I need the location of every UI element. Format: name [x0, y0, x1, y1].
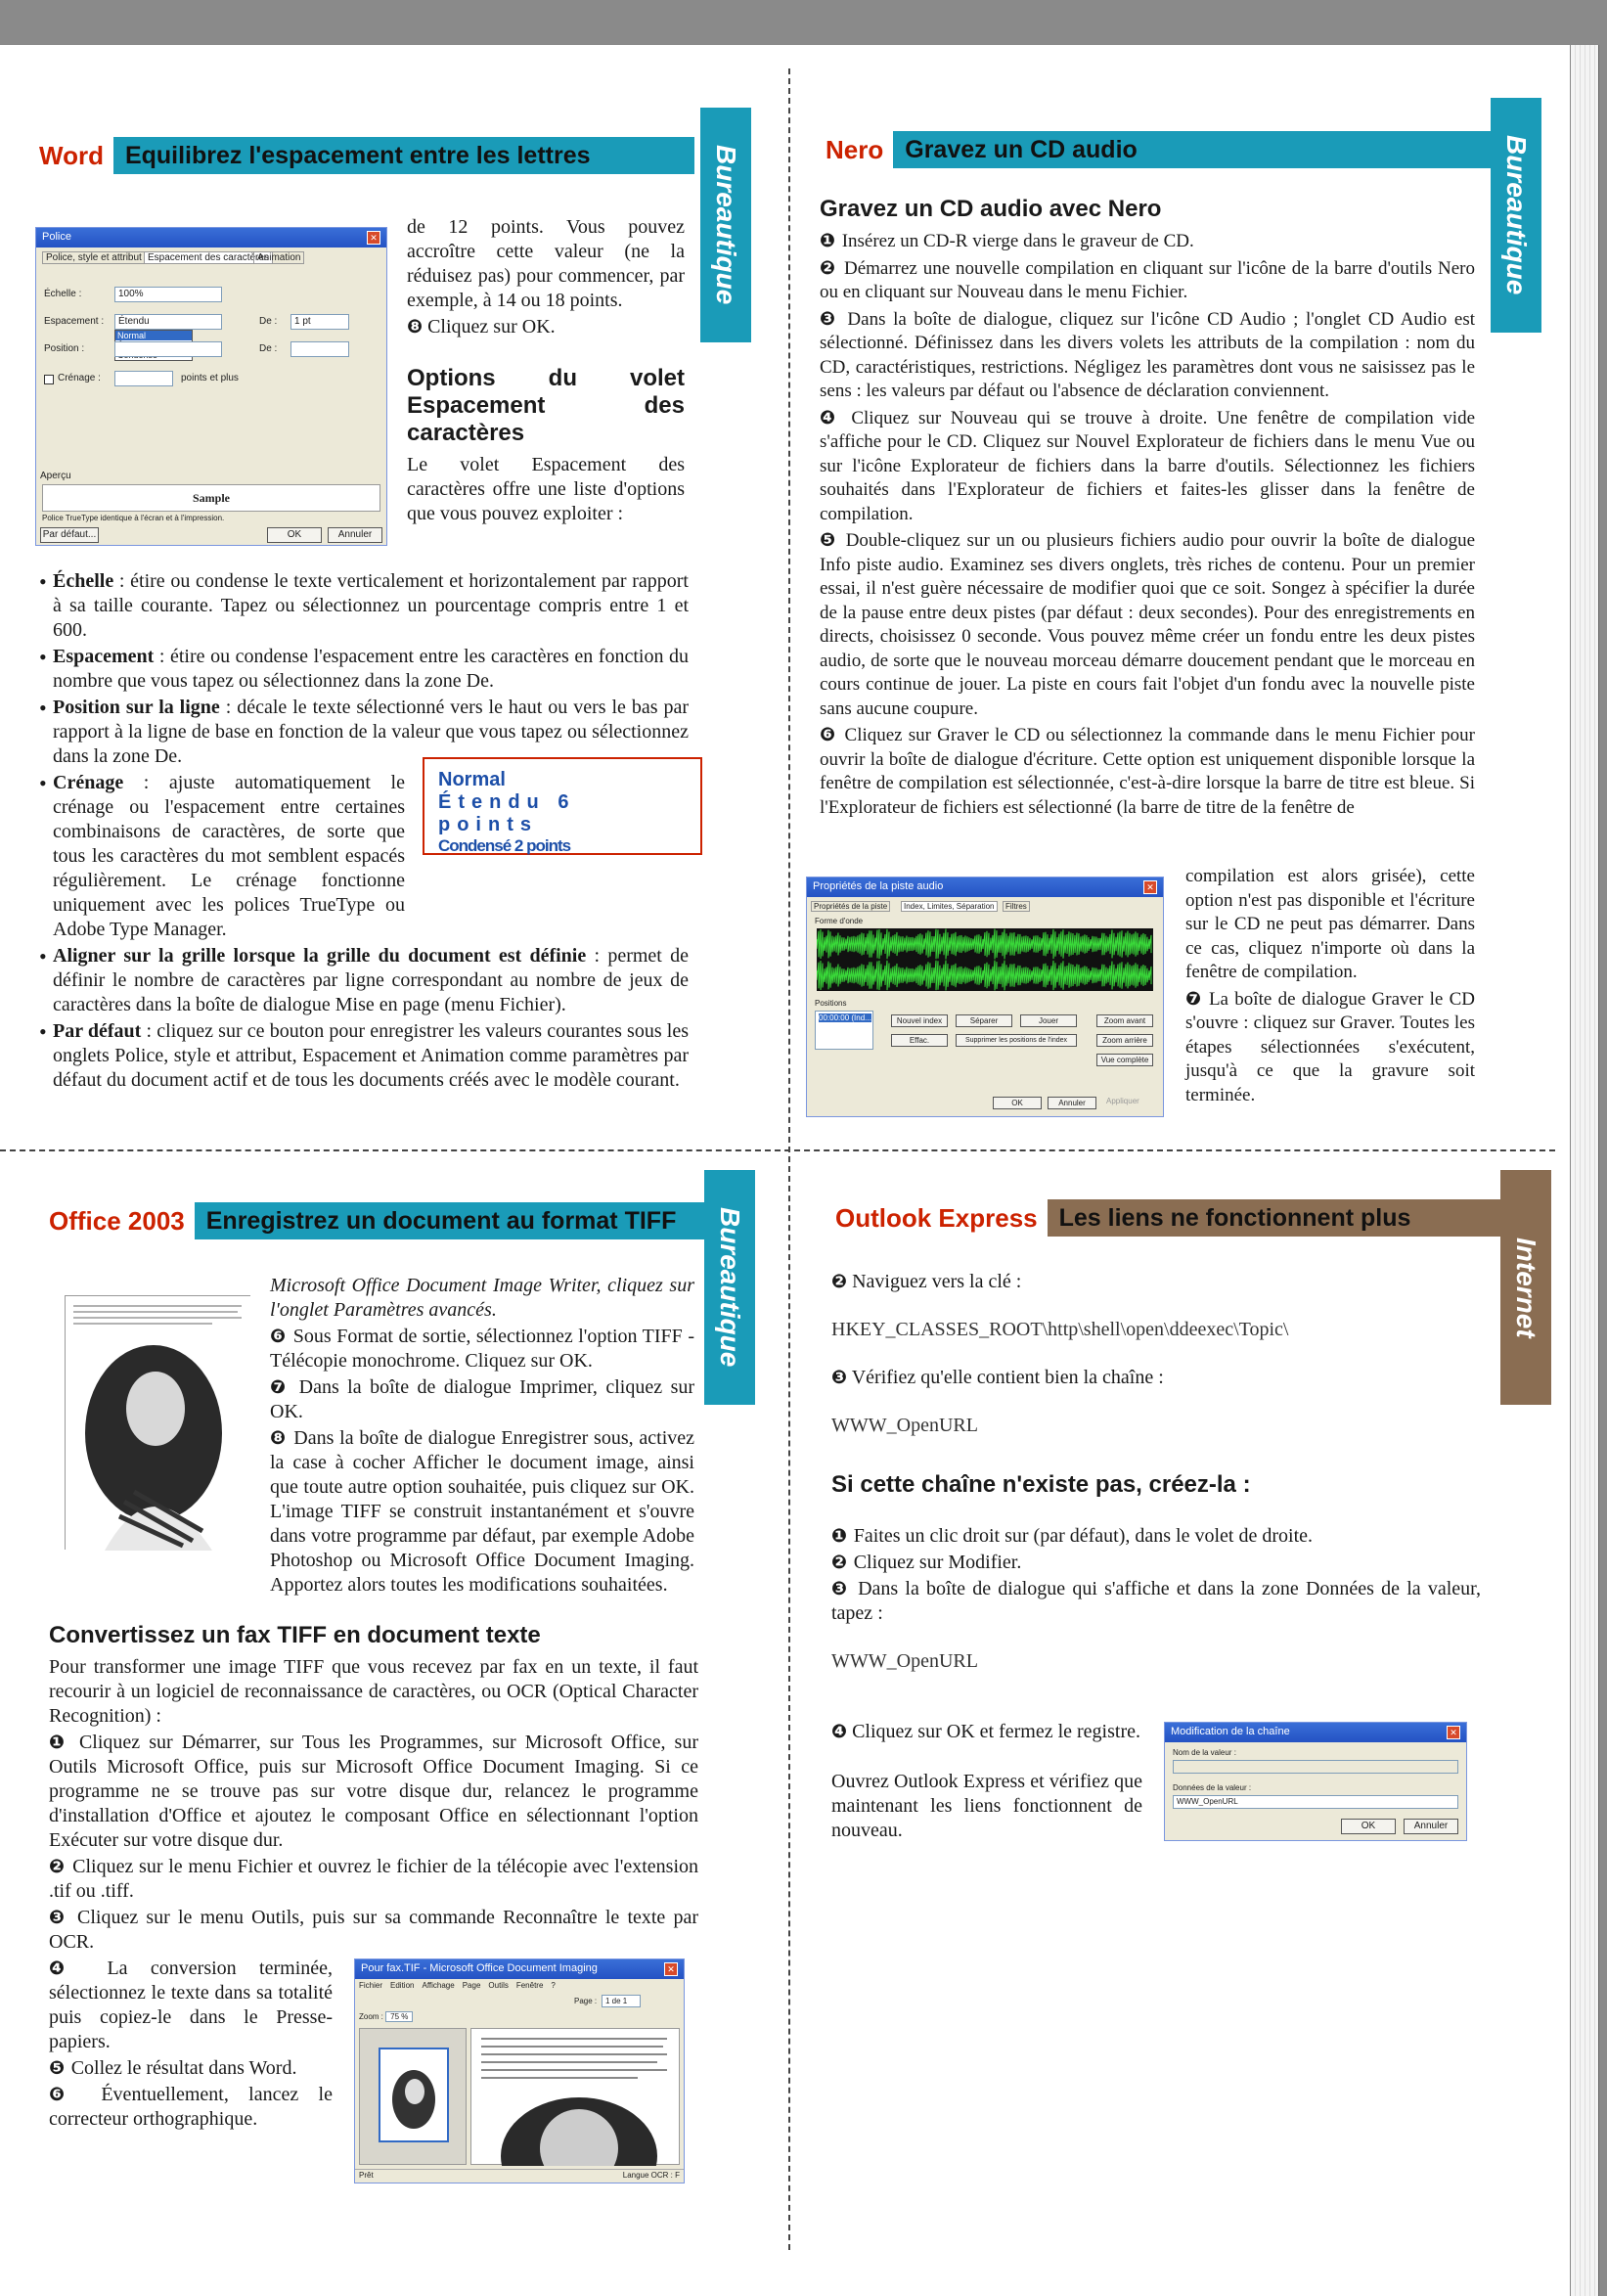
step-text: Éventuellement, lancez le correcteur orthographique.	[49, 2084, 333, 2130]
outlook-heading: Si cette chaîne n'existe pas, créez-la :	[831, 1471, 1251, 1498]
close-icon[interactable]: ✕	[367, 231, 380, 245]
kerning-label: Crénage :	[58, 373, 101, 383]
example-expanded: Étendu 6 points	[438, 791, 576, 835]
office-convert-step-3	[49, 1906, 698, 1955]
split-button[interactable]: Séparer	[956, 1014, 1012, 1027]
step-text: Collez le résultat dans Word.	[70, 2057, 297, 2079]
value-data-field[interactable]: WWW_OpenURL	[1173, 1795, 1458, 1809]
bullet-term: Par défaut	[53, 1020, 142, 1042]
spacing-label: Espacement :	[44, 316, 105, 327]
step-number: ❶	[820, 230, 842, 251]
step-number: ❸	[820, 307, 848, 330]
zoom-out-button[interactable]: Zoom arrière	[1096, 1034, 1153, 1047]
step-text: Cliquez sur Nouveau qui se trouve à droite. Une fenêtre de compilation vide s'affiche pour le CD. Cliquez sur Nouvel Explorateur de fichiers dans le menu Vue ou sur l'icône Explorateur de fichiers dans la barre d'outils. Sélectionnez les fichiers souhaités dans l'Explorateur de fichiers et faites-les glisser dans la fenêtre de compilation.	[820, 407, 1476, 524]
bullet-text: : permet de définir le nombre de caractères par ligne correspondant au nombre de jeux de caractères dans la boîte de dialogue Mise en page (menu Fichier).	[53, 945, 689, 1015]
nero-audio-track-dialog	[806, 877, 1164, 1117]
outlook-header	[826, 1199, 1500, 1237]
step-number: ❺	[820, 529, 846, 551]
outlook-title: Les liens ne fonctionnent plus	[1048, 1199, 1500, 1237]
nero-step-2	[820, 256, 1475, 305]
nero-dialog-title: Propriétés de la piste audio	[813, 880, 944, 892]
step-text: Démarrez une nouvelle compilation en cliquant sur l'icône de la barre d'outils Nero ou en cliquant sur Nouveau dans le menu Fichier.	[820, 257, 1476, 302]
step-number: ❻	[820, 724, 845, 745]
office-header	[39, 1202, 704, 1239]
registry-value: WWW_OpenURL	[831, 1415, 978, 1436]
step-text: Faites un clic droit sur (par défaut), dans le volet de droite.	[853, 1525, 1313, 1547]
step-text: Dans la boîte de dialogue, cliquez sur l'icône CD Audio ; l'onglet CD Audio est sélectionné. Définissez dans les divers volets les attributs de la compilation : nom du CD, caractéristiques, restrictions. Négligez les paramètres dont vous ne saisissez pas le sens : les valeurs par défaut ou l'absence de déclaration conviennent.	[820, 308, 1475, 401]
step-text: Cliquez sur Modifier.	[853, 1552, 1022, 1573]
word-header	[29, 137, 694, 174]
preview-label: Aperçu	[40, 471, 71, 481]
nero-header	[816, 131, 1491, 168]
imaging-menu	[359, 1981, 556, 1990]
word-intro	[407, 215, 685, 528]
word-app-label: Word	[29, 137, 113, 174]
edit-ok-button[interactable]: OK	[1341, 1819, 1396, 1834]
waveform-display[interactable]	[817, 928, 1153, 991]
step-number: ❻	[49, 2084, 102, 2105]
step-text: Sous Format de sortie, sélectionnez l'option TIFF - Télécopie monochrome. Cliquez sur OK.	[270, 1326, 694, 1372]
edit-string-title: Modification de la chaîne	[1171, 1726, 1290, 1737]
office-convert-step-6	[49, 2083, 333, 2132]
office-lead: Pour transformer une image TIFF que vous recevez par fax en un texte, il faut recourir à un logiciel de reconnaissance de caractères, ou OCR (Optical Character Recognition) :	[49, 1656, 698, 1727]
waveform-right-channel	[817, 960, 1151, 990]
outlook-section-tab: Internet	[1500, 1170, 1551, 1405]
office-step-7	[270, 1375, 694, 1424]
bullet-text: : cliquez sur ce bouton pour enregistrer les valeurs courantes sous les onglets Police, style et attribut, Espacement et Animation comme paramètres par défaut du document actif et de tous les documents créés avec le modèle courant.	[53, 1020, 690, 1091]
step-number: ❺	[49, 2057, 71, 2079]
remove-positions-button[interactable]: Supprimer les positions de l'index	[956, 1034, 1077, 1047]
outlook-new-step-2	[831, 1551, 1481, 1575]
word-step-8: ❽ Cliquez sur OK.	[407, 316, 556, 338]
close-icon[interactable]: ✕	[1447, 1726, 1460, 1739]
imaging-status-bar: Prêt Langue OCR : F	[355, 2169, 685, 2183]
nero-app-label: Nero	[816, 131, 893, 168]
word-section-tab: Bureautique	[700, 108, 751, 342]
word-bullet-item	[39, 1019, 689, 1093]
step-number: ❷	[831, 1552, 854, 1573]
position-select[interactable]	[114, 341, 222, 357]
document-imaging-screenshot	[354, 1958, 685, 2183]
page-label: Page :	[574, 1997, 598, 2005]
position-label: Position :	[44, 343, 85, 354]
imaging-menu-item[interactable]: Fichier	[359, 1981, 383, 1990]
nero-tab-1[interactable]: Propriétés de la piste	[811, 901, 890, 912]
outlook-step-4: ❹ Cliquez sur OK et fermez le registre.	[831, 1721, 1140, 1742]
step-number: ❹	[820, 406, 852, 428]
kerning-field[interactable]	[114, 371, 173, 386]
nero-step-6-cont: compilation est alors grisée), cette option n'est pas disponible et l'écriture sur le CD ne peut pas démarrer. Dans ce cas, cliquez n'importe où dans la fenêtre de compilation.	[1185, 866, 1475, 982]
nero-step-6	[820, 723, 1475, 820]
nero-tab-2[interactable]: Index, Limites, Séparation	[901, 901, 998, 912]
word-heading: Options du volet Espacement des caractères	[407, 365, 685, 446]
word-bullet-item	[39, 569, 689, 643]
step-number: ❶	[49, 1732, 79, 1753]
bullet-term: Aligner sur la grille lorsque la grille du document est définie	[53, 945, 587, 967]
spacing-select[interactable]: Étendu	[114, 314, 222, 330]
positions-list[interactable]: 00:00:00 (Ind...	[815, 1011, 873, 1050]
thumbnail-pane[interactable]	[359, 2028, 467, 2165]
outlook-outro: Ouvrez Outlook Express et vérifiez que maintenant les liens fonctionnent de nouveau.	[831, 1771, 1142, 1841]
outlook-final	[831, 1720, 1142, 1845]
edit-string-dialog	[1164, 1722, 1467, 1841]
step-text: Dans la boîte de dialogue Imprimer, cliquez sur OK.	[270, 1376, 695, 1422]
bullet-text: : étire ou condense le texte verticalement et horizontalement par rapport à sa taille courante. Tapez ou sélectionnez un pourcentage compris entre 1 et 600.	[53, 570, 689, 641]
font-dialog-screenshot	[35, 227, 387, 546]
step-number: ❸	[831, 1578, 859, 1599]
waveform-svg	[817, 928, 1153, 991]
edit-cancel-button[interactable]: Annuler	[1404, 1819, 1458, 1834]
vertical-cut-line	[788, 68, 790, 2250]
waveform-left-channel	[817, 928, 1151, 959]
value-data-label: Données de la valeur :	[1173, 1783, 1252, 1792]
imaging-menu-item[interactable]: ?	[551, 1981, 556, 1990]
office-convert-steps-narrow	[49, 1957, 333, 2134]
dialog-tab-spacing[interactable]: Espacement des caractères	[144, 251, 273, 264]
default-button[interactable]: Par défaut...	[40, 527, 99, 543]
close-icon[interactable]: ✕	[1143, 880, 1157, 894]
page-view[interactable]	[470, 2028, 680, 2165]
step-text: Dans la boîte de dialogue Enregistrer sous, activez la case à cocher Afficher le document image, ainsi que toute autre option souhaitée, puis cliquez sur OK. L'image TIFF se construit instantanément et s'ouvre dans votre programme par défaut, par exemple Adobe Photoshop ou Microsoft Office Document Imaging. Apportez alors toutes les modifications souhaitées.	[270, 1427, 695, 1596]
play-button[interactable]: Jouer	[1020, 1014, 1077, 1027]
step-number: ❸	[49, 1907, 78, 1928]
office-intro	[270, 1274, 694, 1599]
bullet-term: Position sur la ligne	[53, 697, 220, 718]
office-step-6	[270, 1325, 694, 1373]
option-normal[interactable]: Normal	[115, 331, 192, 340]
nero-step6-continued	[1185, 865, 1475, 1109]
step-text: Cliquez sur le menu Fichier et ouvrez le fichier de la télécopie avec l'extension .tif ou .tiff.	[49, 1856, 698, 1902]
nero-title: Gravez un CD audio	[893, 131, 1491, 168]
imaging-menu-item[interactable]: Edition	[390, 1981, 415, 1990]
dialog-tab-font[interactable]: Police, style et attribut	[42, 251, 146, 264]
outlook-app-label: Outlook Express	[826, 1199, 1048, 1237]
step-text: Double-cliquez sur un ou plusieurs fichiers audio pour ouvrir la boîte de dialogue Info piste audio. Examinez ses divers onglets, très riches de contenu. Pour un premier essai, il n'est guère nécessaire de modifier quoi que ce soit. Songez à spécifier la durée de la pause entre deux pistes (par défaut : deux secondes). Pour des enregistrements en directs, choisissez 0 seconde. Vous pouvez même créer un fondu entre les deux pistes audio, de sorte que le nouveau morceau démarre doucement pendant que le morceau en cours continue de jouer. La piste en cours fait l'objet d'un fondu avec la nouvelle piste sans aucune coupure.	[820, 530, 1476, 719]
waveform-group-label: Forme d'onde	[815, 917, 864, 925]
outlook-new-step-3	[831, 1577, 1481, 1626]
tiff-document-preview	[65, 1295, 250, 1550]
bullet-term: Échelle	[53, 570, 114, 592]
bullet-term: Espacement	[53, 646, 155, 667]
word-lead: Le volet Espacement des caractères offre une liste d'options que vous pouvez exploiter :	[407, 454, 685, 524]
font-spacing-example	[423, 757, 702, 855]
step-text: Cliquez sur Démarrer, sur Tous les Programmes, sur Microsoft Office, sur Outils Microsoft Office, puis sur Microsoft Office Document Imaging. Si ce programme ne se trouve pas sur votre disque dur, relancez le programme d'installation d'Office et ajoutez le composant Office en sélectionnant l'option Exécuter sur votre disque dur.	[49, 1732, 699, 1851]
bullet-text: : ajuste automatiquement le crénage ou l'espacement entre certaines combinaisons de caractères, de sorte que tous les caractères du mot semblent espacés régulièrement. Le crénage fonctionne uniquement avec les polices TrueType ou Adobe Type Manager.	[53, 772, 405, 940]
imaging-menu-item[interactable]: Page	[462, 1981, 481, 1990]
office-title: Enregistrez un document au format TIFF	[195, 1202, 704, 1239]
office-step-8	[270, 1426, 694, 1598]
page-edge	[1570, 45, 1599, 2296]
nero-step-4	[820, 406, 1475, 527]
step-number: ❼	[270, 1376, 299, 1398]
new-index-button[interactable]: Nouvel index	[891, 1014, 948, 1027]
imaging-toolbar-2	[359, 2012, 413, 2021]
bullet-text: : étire ou condense l'espacement entre les caractères en fonction du nombre que vous tapez ou sélectionnez dans la zone De.	[53, 646, 689, 692]
imaging-toolbar	[359, 1995, 680, 2010]
office-intro-text: Microsoft Office Document Image Writer, cliquez sur l'onglet Paramètres avancés.	[270, 1275, 694, 1321]
word-intro-text: de 12 points. Vous pouvez accroître cette valeur (ne la réduisez pas) pour commencer, par exemple, à 14 ou 18 points.	[407, 216, 685, 311]
step-text: La conversion terminée, sélectionnez le texte dans sa totalité puis copiez-le dans le Presse-papiers.	[49, 1958, 334, 2052]
bullet-term: Crénage	[53, 772, 124, 793]
bullet-text: : décale le texte sélectionné vers le haut ou vers le bas par rapport à la ligne de base en fonction de la valeur que vous tapez ou sélectionnez dans la zone De.	[53, 697, 689, 767]
office-convert-step-2	[49, 1855, 698, 1904]
nero-step-3	[820, 307, 1475, 404]
outlook-step-2: ❷ Naviguez vers la clé :	[831, 1271, 1022, 1292]
nero-tab-3[interactable]: Filtres	[1003, 901, 1030, 912]
registry-key: HKEY_CLASSES_ROOT\http\shell\open\ddeexec\Topic\	[831, 1319, 1289, 1340]
nero-step-5	[820, 528, 1475, 721]
office-section-tab: Bureautique	[704, 1170, 755, 1405]
portrait-image	[66, 1296, 251, 1551]
office-heading: Convertissez un fax TIFF en document texte	[49, 1622, 541, 1648]
kerning-suffix: points et plus	[181, 373, 239, 383]
outlook-new-step-1	[831, 1524, 1481, 1549]
imaging-title: Pour fax.TIF - Microsoft Office Document Imaging	[361, 1962, 598, 1974]
nero-heading: Gravez un CD audio avec Nero	[820, 196, 1162, 222]
word-bullet-item	[39, 645, 689, 694]
preview-note: Police TrueType identique à l'écran et à l'impression.	[42, 514, 225, 522]
scale-label: Échelle :	[44, 289, 82, 299]
by-field[interactable]: 1 pt	[290, 314, 349, 330]
close-icon[interactable]: ✕	[664, 1962, 678, 1976]
step-number: ❽	[270, 1427, 294, 1449]
zoom-field[interactable]: 75 %	[385, 2011, 413, 2022]
office-convert-step-1	[49, 1731, 698, 1853]
zoom-in-button[interactable]: Zoom avant	[1096, 1014, 1153, 1027]
step-text: Dans la boîte de dialogue qui s'affiche et dans la zone Données de la valeur, tapez :	[831, 1578, 1482, 1624]
nero-section-tab: Bureautique	[1491, 98, 1541, 333]
zoom-label: Zoom :	[359, 2012, 383, 2021]
imaging-menu-item[interactable]: Outils	[488, 1981, 509, 1990]
nero-ok-button[interactable]: OK	[993, 1097, 1042, 1109]
outlook-step-3: ❸ Vérifiez qu'elle contient bien la chaîne :	[831, 1367, 1164, 1388]
full-view-button[interactable]: Vue complète	[1096, 1054, 1153, 1066]
example-normal: Normal	[438, 769, 506, 790]
ok-button[interactable]: OK	[267, 527, 322, 543]
by-label: De :	[259, 316, 278, 327]
horizontal-cut-line	[0, 1149, 1555, 1151]
office-app-label: Office 2003	[39, 1202, 195, 1239]
example-condensed: Condensé 2 points	[438, 836, 571, 855]
nero-body	[820, 196, 1475, 822]
thumbnail-image	[360, 2029, 468, 2166]
dialog-title: Police	[42, 231, 71, 243]
word-title: Equilibrez l'espacement entre les lettres	[113, 137, 694, 174]
registry-value-2: WWW_OpenURL	[831, 1650, 978, 1672]
nero-apply-button[interactable]: Appliquer	[1106, 1097, 1139, 1105]
page-view-image	[471, 2029, 681, 2166]
step-number: ❷	[820, 256, 844, 279]
step-text: Cliquez sur le menu Outils, puis sur sa commande Reconnaître le texte par OCR.	[49, 1907, 699, 1953]
dialog-tab-animation[interactable]: Animation	[253, 251, 304, 264]
value-name-field[interactable]	[1173, 1760, 1458, 1774]
scale-select[interactable]: 100%	[114, 287, 222, 302]
step-text: Insérez un CD-R vierge dans le graveur de CD.	[841, 231, 1194, 251]
nero-cancel-button[interactable]: Annuler	[1048, 1097, 1096, 1109]
by-label-2: De :	[259, 343, 278, 354]
page-field[interactable]: 1 de 1	[602, 1995, 641, 2007]
step-number: ❷	[49, 1856, 73, 1877]
step-text: Cliquez sur Graver le CD ou sélectionnez la commande dans le menu Fichier pour ouvrir la boîte de dialogue d'écriture. Cette option est uniquement disponible lorsque la fenêtre de compilation est sélectionnée, c'est-à-dire lorsque la barre de titre est bleue. Si l'Explorateur de fichiers est sélectionné (la barre de titre de la fenêtre de	[820, 725, 1476, 818]
imaging-menu-item[interactable]: Fenêtre	[515, 1981, 544, 1990]
office-convert-step-4	[49, 1957, 333, 2054]
imaging-menu-item[interactable]: Affichage	[422, 1981, 455, 1990]
office-convert-section	[49, 1616, 698, 1957]
kerning-checkbox[interactable]	[44, 375, 54, 384]
word-bullet-item	[39, 944, 689, 1017]
by-field-2[interactable]	[290, 341, 349, 357]
cancel-button[interactable]: Annuler	[328, 527, 382, 543]
outlook-body	[831, 1270, 1481, 1676]
step-number: ❹	[49, 1958, 108, 1979]
value-name-label: Nom de la valeur :	[1173, 1748, 1236, 1757]
delete-button[interactable]: Effac.	[891, 1034, 948, 1047]
step-number: ❻	[270, 1326, 293, 1347]
nero-step-1	[820, 229, 1475, 254]
positions-label: Positions	[815, 999, 847, 1008]
nero-step-7: ❼ La boîte de dialogue Graver le CD s'ouvre : cliquez sur Graver. Toutes les étapes sélectionnées s'exécutent, jusqu'à ce que la gravure soit terminée.	[1185, 987, 1476, 1105]
step-number: ❶	[831, 1525, 854, 1547]
office-convert-step-5	[49, 2056, 333, 2081]
preview-box: Sample	[42, 484, 380, 512]
